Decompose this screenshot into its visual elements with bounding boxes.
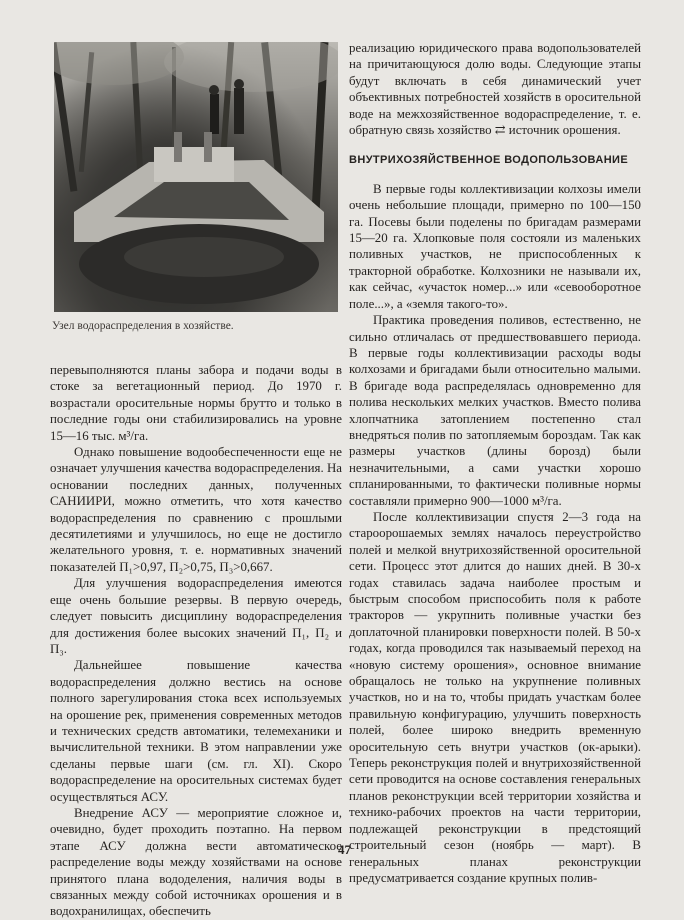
paragraph: После коллективизации спустя 2—3 года на староорошаемых землях началось переустройство полей и мелкой внутрихозяйственной оросительной сети. Процесс этот длится до наших дней. В 30-х годах ставилась задача наиболее простым и быстрым способом приспособить поля к работе тракторов — укрупнить поливные участки без доплаточной планировки поверхности полей. В 50-х годах, когда проводился так называемый переход на «новую систему орошения», основное внимание обращалось не только на укрупнение поливных участков, но и на то, чтобы придать участкам более правильную конфигурацию, улучшить поверхность полей, более широко внедрить временную оросительную сеть внутри участков (ок-арыки). Теперь реконструкция полей и внутрихозяйственной сети проводится на основе составления генеральных планов реконструкции всей территории хозяйства и технико-рабочих проектов на части территории, подлежащей реконструкции в предстоящий строительный сезон (ноябрь — март). В генеральных планах реконструкции предусматривается создание крупных полив-	[349, 509, 641, 885]
paragraph: Для улучшения водораспределения имеются еще очень большие резервы. В первую очередь, следует повысить дисциплину водораспределения для достижения более высоких значений П₁, П₂ и П₃.	[50, 576, 342, 656]
right-column	[349, 40, 641, 886]
paragraph: перевыполняются планы забора и подачи воды в стоке за вегетационный период. До 1970 г. возрастали оросительные нормы брутто и только в последние годы они стабилизировались на уровне 15—16 тыс. м³/га.	[50, 363, 342, 443]
page-number: 47	[338, 842, 351, 857]
section-heading: ВНУТРИХОЗЯЙСТВЕННОЕ ВОДОПОЛЬЗОВАНИЕ	[349, 154, 629, 167]
paragraph-continued: реализацию юридического права водопользователей на причитающуюся долю воды. Следующие этапы будут включать в себя динамический учет объективных потребностей хозяйств в оросительной воде на межхозяйственное водораспределение, т. е. обратную связь хозяйство ⇄ источник орошения.	[349, 41, 641, 138]
paragraph: В первые годы коллективизации колхозы имели очень небольшие площади, примерно по 100—150 га. Посевы были поделены по бригадам размерами 15—20 га. Хлопковые поля состояли из маленьких поливных участков, не приспособленных к тракторной обработке. Колхозники не называли их, как сейчас, «участок номер...» или «севооборотное поле...», а «земля такого-то».	[349, 181, 641, 311]
photo-water-distribution-node	[54, 42, 338, 312]
right-column-body	[349, 181, 641, 886]
photo-illustration	[54, 42, 338, 312]
paragraph: Дальнейшее повышение качества водораспределения должно вестись на основе полного зарегулирования стока всех используемых на орошение рек, применения современных методов и технических средств автоматики, телемеханики и вычислительной техники. В этом направлении уже сделаны первые шаги (см. гл. XI). Скоро водораспределение на оросительных системах будет осуществляться АСУ.	[50, 658, 342, 804]
paragraph: Внедрение АСУ — мероприятие сложное и, очевидно, будет проходить поэтапно. На первом этапе АСУ должна вести автоматическое распределение воды между хозяйствами на основе принятого плана вододеления, наличия воды в связанных между собой источниках орошения и в водохранилищах, обеспечить	[50, 805, 342, 919]
paragraph: Практика проведения поливов, естественно, не сильно отличалась от предшествовавшего периода. В первые годы коллективизации расходы воды колхозами и бригадами были относительно малыми. В бригаде вода распределялась одновременно для полива нескольких мелких участков. Вместо полива хлопчатника затоплением постепенно стал внедряться полив по затопляемым бороздам. Так как размеры участков (длины борозд) были незначительными, а сами участки хорошо спланированными, то фактически поливные нормы составляли примерно 900—1000 м³/га.	[349, 313, 641, 508]
left-column	[50, 362, 342, 920]
photo-caption: Узел водораспределения в хозяйстве.	[52, 320, 234, 332]
paragraph: Однако повышение водообеспеченности еще не означает улучшения качества водораспределения. На основании последних данных, полученных САНИИРИ, можно отметить, что хотя качество водораспределения по сравнению с прошлыми десятилетиями и улучшилось, но еще не достигло желательного уровня, т. е. нормативных значений показателей П₁>0,97, П₂>0,75, П₃>0,667.	[50, 445, 342, 574]
